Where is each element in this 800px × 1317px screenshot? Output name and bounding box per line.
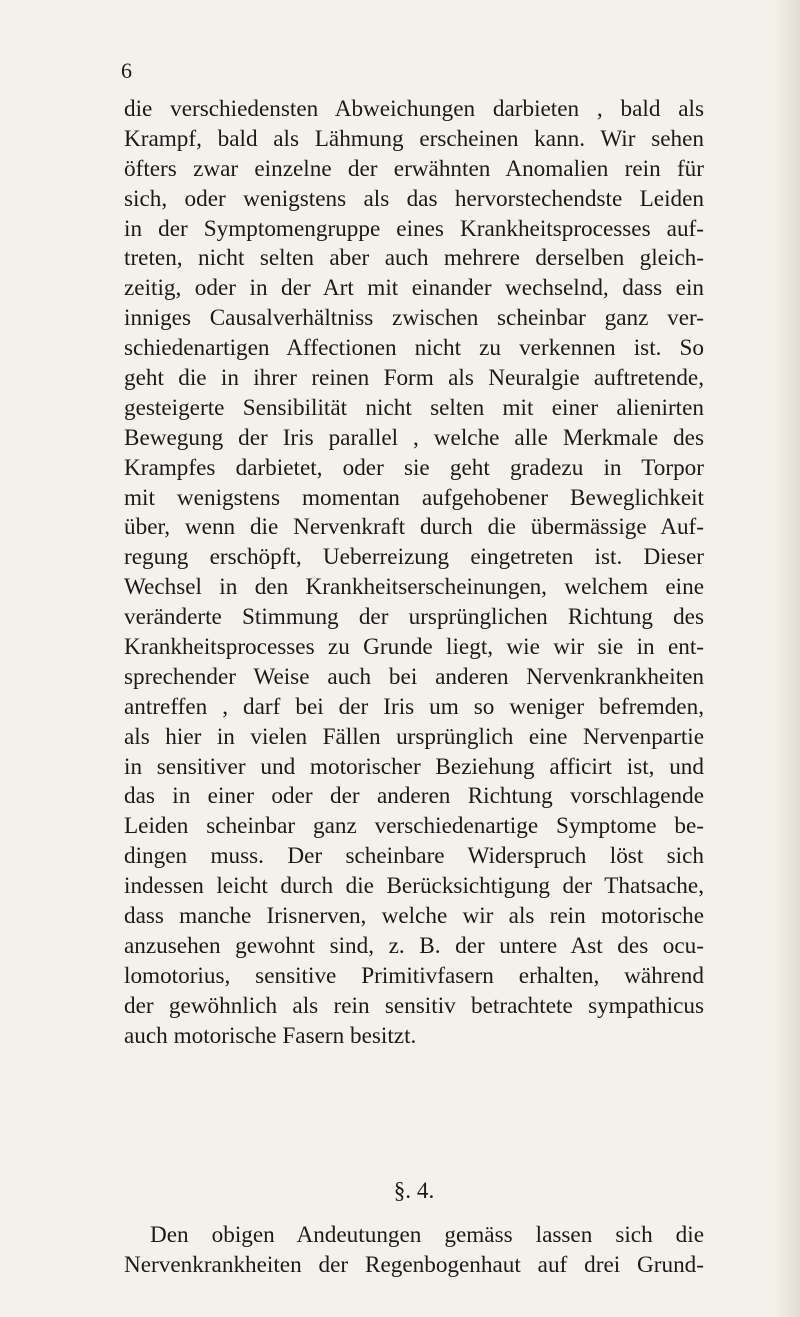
text-line: dass manche Irisnerven, welche wir als rein motorische bbox=[124, 903, 704, 930]
text-line: veränderte Stimmung der ursprünglichen Richtung des bbox=[124, 604, 704, 631]
text-line: über, wenn die Nervenkraft durch die übermässige Auf- bbox=[124, 514, 704, 541]
text-line: indessen leicht durch die Berücksichtigung der Thatsache, bbox=[124, 873, 704, 900]
text-line: sprechender Weise auch bei anderen Nervenkrankheiten bbox=[124, 663, 704, 690]
text-line: das in einer oder der anderen Richtung vorschlagende bbox=[124, 783, 704, 810]
text-line: sich, oder wenigstens als das hervorstechendste Leiden bbox=[124, 185, 704, 212]
text-line: treten, nicht selten aber auch mehrere derselben gleich- bbox=[124, 245, 704, 272]
text-line: Leiden scheinbar ganz verschiedenartige Symptome be- bbox=[124, 813, 704, 840]
text-line: Wechsel in den Krankheitserscheinungen, welchem eine bbox=[124, 574, 704, 601]
text-line: lomotorius, sensitive Primitivfasern erhalten, während bbox=[124, 962, 704, 989]
text-line: mit wenigstens momentan aufgehobener Beweglichkeit bbox=[124, 484, 704, 511]
text-line: Nervenkrankheiten der Regenbogenhaut auf drei Grund- bbox=[124, 1251, 704, 1278]
text-line: zeitig, oder in der Art mit einander wechselnd, dass ein bbox=[124, 275, 704, 302]
section-heading: §. 4. bbox=[393, 1178, 435, 1204]
text-line: Den obigen Andeutungen gemäss lassen sich die bbox=[150, 1222, 704, 1248]
text-line: Krampfes darbietet, oder sie geht gradezu in Torpor bbox=[124, 454, 704, 481]
text-line: öfters zwar einzelne der erwähnten Anomalien rein für bbox=[124, 155, 704, 182]
paragraph-main bbox=[124, 95, 704, 1052]
page-edge-shadow bbox=[774, 0, 800, 1317]
paragraph-section-4 bbox=[124, 1221, 704, 1281]
text-line: in der Symptomengruppe eines Krankheitsprocesses auf- bbox=[124, 215, 704, 242]
text-line: anzusehen gewohnt sind, z. B. der untere Ast des ocu- bbox=[124, 932, 704, 959]
text-line: inniges Causalverhältniss zwischen scheinbar ganz ver- bbox=[124, 305, 704, 332]
page-number: 6 bbox=[121, 58, 132, 83]
text-line: in sensitiver und motorischer Beziehung afficirt ist, und bbox=[124, 753, 704, 780]
text-line: schiedenartigen Affectionen nicht zu verkennen ist. So bbox=[124, 335, 704, 362]
text-line: Krampf, bald als Lähmung erscheinen kann. Wir sehen bbox=[124, 125, 704, 152]
text-line: die verschiedensten Abweichungen darbieten , bald als bbox=[124, 96, 704, 122]
text-line: gesteigerte Sensibilität nicht selten mit einer alienirten bbox=[124, 394, 704, 421]
text-line: geht die in ihrer reinen Form als Neuralgie auftretende, bbox=[124, 365, 704, 392]
text-line: Krankheitsprocesses zu Grunde liegt, wie wir sie in ent- bbox=[124, 634, 704, 661]
text-line: der gewöhnlich als rein sensitiv betrachtete sympathicus bbox=[124, 992, 704, 1019]
text-line: dingen muss. Der scheinbare Widerspruch löst sich bbox=[124, 843, 704, 870]
text-line: antreffen , darf bei der Iris um so weniger befremden, bbox=[124, 693, 704, 720]
text-line: als hier in vielen Fällen ursprünglich eine Nervenpartie bbox=[124, 723, 704, 750]
text-line: regung erschöpft, Ueberreizung eingetreten ist. Dieser bbox=[124, 544, 704, 571]
text-line: auch motorische Fasern besitzt. bbox=[124, 1022, 417, 1049]
text-line: Bewegung der Iris parallel , welche alle Merkmale des bbox=[124, 424, 704, 451]
